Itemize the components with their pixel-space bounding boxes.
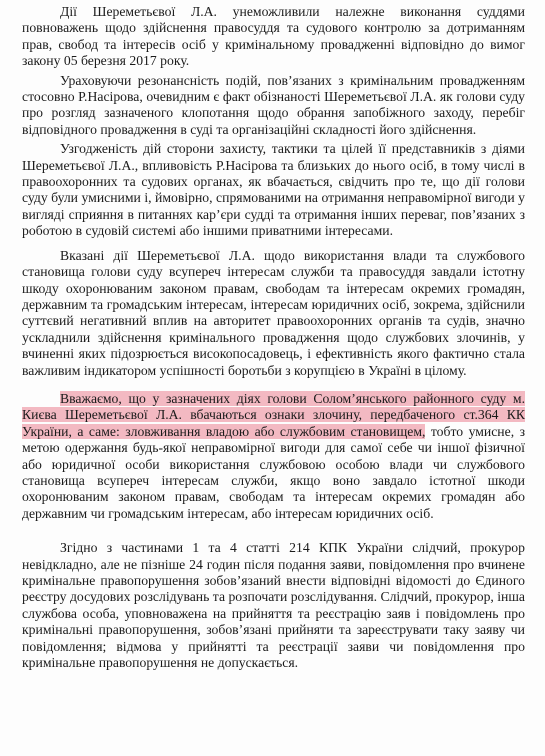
paragraph-4: Вказані дії Шереметьєвої Л.А. щодо використання влади та службового становища голови суду всупереч інтересам служби та правосуддя завдали істотну шкоду охоронюваним законом правам, свободам та інтересам окремих громадян, державним та громадським інтересам, інтересам юридичних осіб, зокрема, здійснили суттєвий негативний вплив на авторитет правоохоронних органів та судів, значно ускладнили здійснення кримінального провадження щодо службових злочинів, у вчиненні яких підозрюється високопосадовець, і ефективність якого фактично стала важливим індикатором успішності боротьби з корупцією в Україні в цілому. [22, 247, 525, 378]
highlighted-text: Вважаємо, що у зазначених діях голови Солом’янського районного суду м. Києва Шереметьєвої Л.А. вбачаються ознаки злочину, передбаченого ст.364 КК України, а саме: зловживання владою або службовим становищем, [22, 390, 525, 439]
paragraph-6: Згідно з частинами 1 та 4 статті 214 КПК України слідчий, прокурор невідкладно, але не пізніше 24 годин після подання заяви, повідомлення про вчинене кримінальне правопорушення зобов’язаний внести відповідні відомості до Єдиного реєстру досудових розслідувань та розпочати розслідування. Слідчий, прокурор, інша службова особа, уповноважена на прийняття та реєстрацію заяв і повідомлень про кримінальні правопорушення, зобов’язані прийняти та зареєструвати таку заяву чи повідомлення; відмова у прийнятті та реєстрації заяви чи повідомлення про кримінальне правопорушення не допускається. [22, 540, 525, 671]
paragraph-1: Дії Шереметьєвої Л.А. унеможливили належне виконання суддями повноважень щодо здійснення правосуддя та судового контролю за дотриманням прав, свобод та інтересів осіб у кримінальному провадженні відповідно до вимог закону 05 березня 2017 року. [22, 4, 525, 69]
paragraph-5-rest: тобто умисне, з метою одержання будь-якої неправомірної вигоди для самої себе чи іншої фізичної або юридичної особи використання службовою особою влади чи службового становища всупереч інтересам служби, якщо воно завдало істотної шкоди охоронюваним законом правам, свободам та інтересам окремих громадян або державним чи громадським інтересам, або інтересам юридичних осіб. [22, 423, 525, 521]
paragraph-2: Ураховуючи резонансність подій, пов’язаних з кримінальним провадженням стосовно Р.Насірова, очевидним є факт обізнаності Шереметьєвої Л.А. як голови суду про розгляд зазначеного клопотання щодо обрання запобіжного заходу, перебіг відповідного провадження в суді та організаційні складності його здійснення. [22, 72, 525, 137]
paragraph-3: Узгодженість дій сторони захисту, тактики та цілей її представників з діями Шереметьєвої Л.А., впливовість Р.Насірова та близьких до нього осіб, в тому числі в правоохоронних та судових органах, як вбачається, свідчить про те, що дії голови суду були умисними і, ймовірно, спрямованими на отримання неправомірної вигоди у вигляді сприяння в питаннях кар’єри судді та отримання інших переваг, пов’язаних з роботою в судовій системі або іншими приватними інтересами. [22, 141, 525, 239]
paragraph-5 [22, 391, 525, 522]
